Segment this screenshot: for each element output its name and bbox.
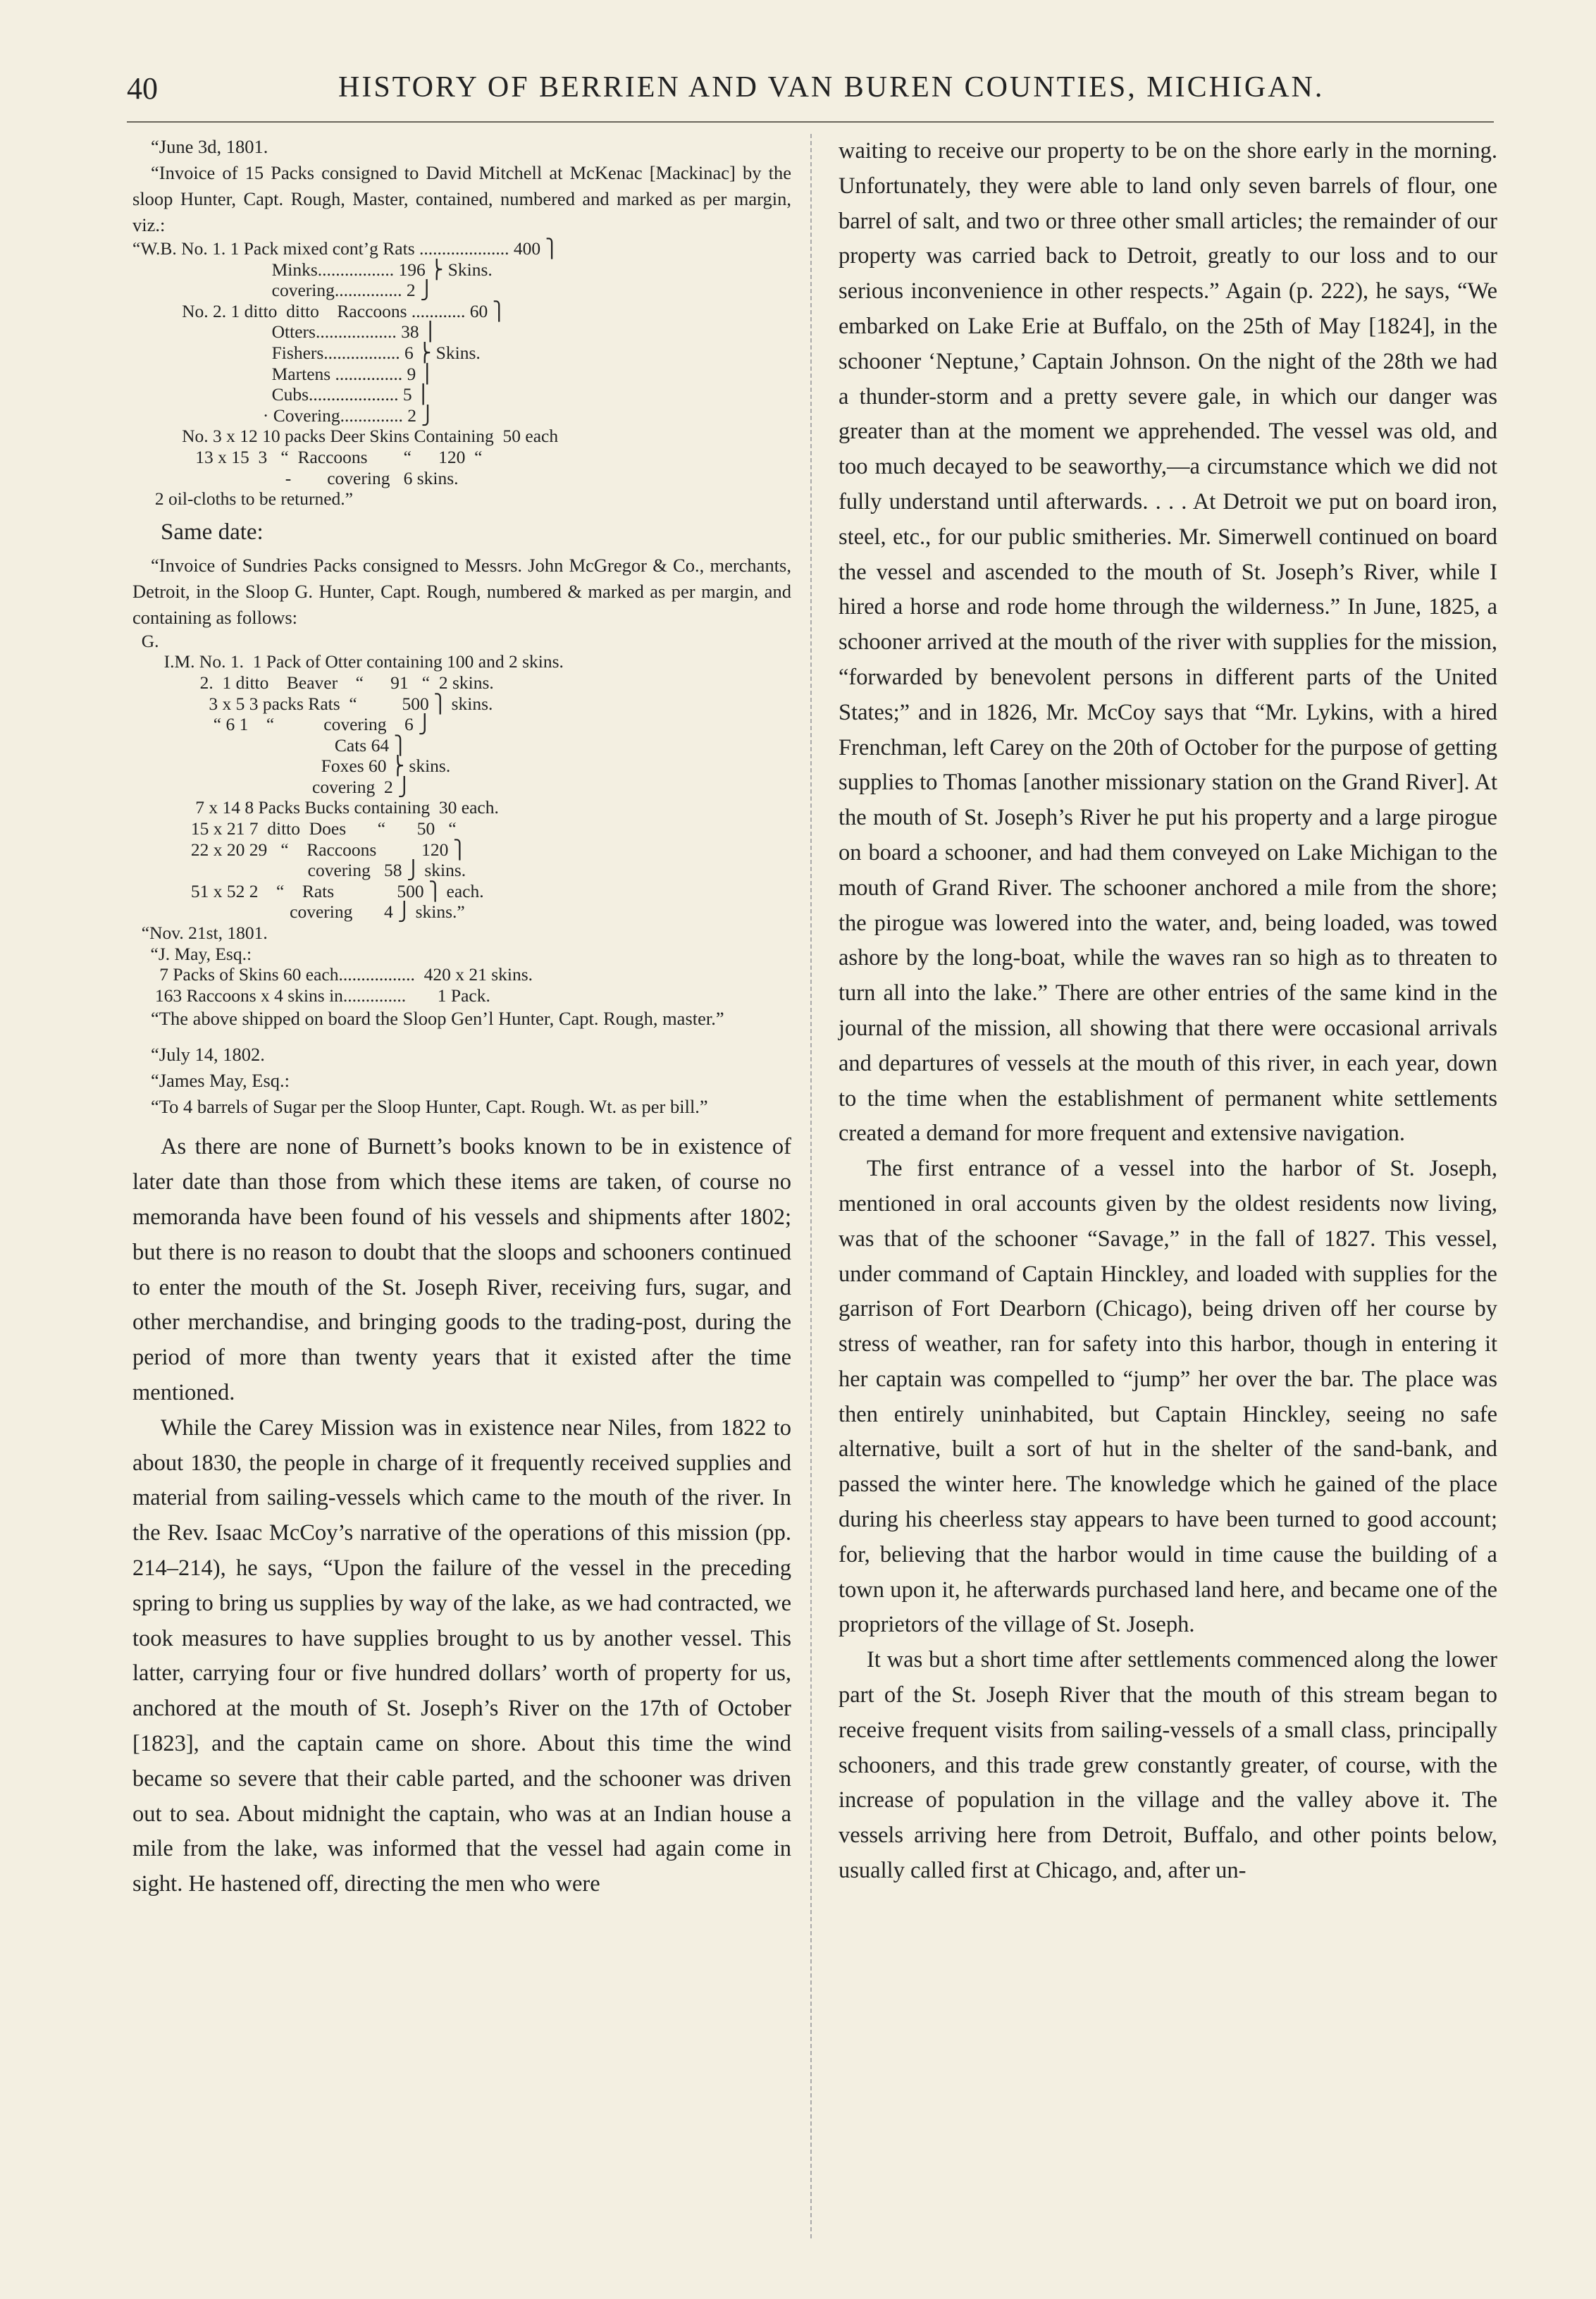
july-addressee: “James May, Esq.: [151,1070,290,1092]
invoice-table: “W.B. No. 1. 1 Pack mixed cont’g Rats .................... 400 ⎫ Minks................. 196 ⎬ Skins. covering............... 2 ⎭ No. 2. 1 ditto ditto Raccoons ............ 60 ⎫ Otters.................. 38 ⎪ Fishers................. 6 ⎬ Skins. Martens ............... 9 ⎪ Cubs.................... 5 ⎪ · Covering.............. 2 ⎭ No. 3 x 12 10 packs Deer Skins Containing 50 each 13 x 15 3 “ Raccoons “ 120 “ ‑ covering 6 skins. 2 oil-cloths to be returned.” [132,238,559,510]
left-paragraph-2: While the Carey Mission was in existence near Niles, from 1822 to about 1830, the people in charge of it frequently received supplies and material from sailing-vessels which came to the mouth of the river. In the Rev. Isaac McCoy’s narrative of the operations of this mission (pp. 214–214), he says, “Upon the failure of the vessel in the preceding spring to bring us supplies by way of the lake, as we had contracted, we took measures to have supplies brought to us by another vessel. This latter, carrying four or five hundred dollars’ worth of property for us, anchored at the mouth of St. Joseph’s River on the 17th of October [1823], and the captain came on shore. About this time the wind became so severe that their cable parted, and the schooner was driven out to sea. About midnight the captain, who was at an Indian house a mile from the lake, was informed that the vessel had again come in sight. He hastened off, directing the men who were [132,1414,791,1897]
shipped-note: “The above shipped on board the Sloop Gen’l Hunter, Capt. Rough, master.” [151,1008,724,1030]
right-column [839,134,1497,1889]
invoice-intro: “Invoice of 15 Packs consigned to David Mitchell at McKenac [Mackinac] by the sloop Hunter, Capt. Rough, Master, contained, numbered and marked as per margin, viz.: [132,162,791,235]
invoice-date: “June 3d, 1801. [151,136,268,157]
sundries-table: G. I.M. No. 1. 1 Pack of Otter containing 100 and 2 skins. 2. 1 ditto Beaver “ 91 “ 2 skins. 3 x 5 3 packs Rats “ 500 ⎫ skins. “ 6 1 “ covering 6 ⎭ Cats 64 ⎫ Foxes 60 ⎬ skins. covering 2 ⎭ 7 x 14 8 Packs Bucks containing 30 each. 15 x 21 7 ditto Does “ 50 “ 22 x 20 29 “ Raccoons 120 ⎫ covering 58 ⎭ skins. 51 x 52 2 “ Rats 500 ⎫ each. covering 4 ⎭ skins.” [141,630,564,923]
nov-invoice: “Nov. 21st, 1801. “J. May, Esq.: 7 Packs of Skins 60 each................. 420 x 21 skins. 163 Raccoons x 4 skins in.............. 1 Pack. [141,923,533,1006]
page-header [127,70,1494,113]
sundries-intro: “Invoice of Sundries Packs consigned to Messrs. John McGregor & Co., merchants, Detroit, in the Sloop G. Hunter, Capt. Rough, numbered & marked as per margin, and containing as follows: [132,554,791,628]
left-column [132,134,791,1902]
running-title: HISTORY OF BERRIEN AND VAN BUREN COUNTIES, MICHIGAN. [338,71,1325,104]
right-paragraph-1: waiting to receive our property to be on the shore early in the morning. Unfortunately, they were able to land only seven barrels of flour, one barrel of salt, and two or three other small articles; the remainder of our property was carried back to Detroit, greatly to our loss and to our serious inconvenience in other respects.” Again (p. 222), he says, “We embarked on Lake Erie at Buffalo, on the 25th of May [1824], in the schooner ‘Neptune,’ Captain Johnson. On the night of the 28th we had a thunder-storm and a pretty severe gale, in which our danger was greater than at the moment we apprehended. The vessel was old, and too much decayed to be seaworthy,—a circumstance which we did not fully understand until afterwards. . . . At Detroit we put on board iron, steel, etc., for our public smitheries. Mr. Simerwell continued on board the vessel and ascended to the mouth of St. Joseph’s River, while I hired a horse and rode home through the wilderness.” In June, 1825, a schooner arrived at the mouth of the river with supplies for the mission, “forwarded by benevolent persons in different parts of the United States;” and in 1826, Mr. McCoy says that “Mr. Lykins, with a hired Frenchman, left Carey on the 20th of October for the purpose of getting supplies to Thomas [another missionary station on the Grand River]. At the mouth of St. Joseph’s River he put his property and a large pirogue on board a schooner, and had them conveyed on Lake Michigan to the mouth of Grand River. The schooner anchored a mile from the shore; the pirogue was lowered into the water, and, being loaded, was towed ashore by the long-boat, while the waves ran so high as to threaten to turn all into the lake.” There are other entries of the same kind in the journal of the mission, all showing that there were occasional arrivals and departures of vessels at the mouth of this river, in each year, down to the time when the establishment of permanent white settlements created a demand for more frequent and extensive navigation. [839,138,1497,1147]
left-paragraph-1: As there are none of Burnett’s books known to be in existence of later date than those from which these items are taken, of course no memoranda have been found of his vessels and shipments after 1802; but there is no reason to doubt that the sloops and schooners continued to enter the mouth of the St. Joseph River, receiving furs, sugar, and other merchandise, and bringing goods to the trading-post, during the period of more than twenty years that it existed after the time mentioned. [132,1134,791,1405]
header-rule [127,121,1494,123]
same-date-heading: Same date: [161,519,264,545]
right-paragraph-2: The first entrance of a vessel into the harbor of St. Joseph, mentioned in oral accounts given by the oldest residents now living, was that of the schooner “Savage,” in the fall of 1827. This vessel, under command of Captain Hinckley, and loaded with supplies for the garrison of Fort Dearborn (Chicago), being driven off her course by stress of weather, ran for safety into this harbor, though in entering it her captain was compelled to “jump” her over the bar. The place was then entirely uninhabited, but Captain Hinckley, seeing no safe alternative, built a sort of hut in the shelter of the sand-bank, and passed the winter here. The knowledge which he gained of the place during his cheerless stay appears to have been turned to good account; for, believing that the harbor would in time cause the building of a town upon it, he afterwards purchased land here, and became one of the proprietors of the village of St. Joseph. [839,1156,1497,1638]
right-paragraph-3: It was but a short time after settlements commenced along the lower part of the St. Joseph River that the mouth of this stream began to receive frequent visits from sailing-vessels of a small class, principally schooners, and this trade grew constantly greater, of course, with the increase of population in the village and the valley above it. The vessels arriving here from Detroit, Buffalo, and other points below, usually called first at Chicago, and, after un- [839,1647,1497,1884]
column-divider [810,134,812,2241]
july-date: “July 14, 1802. [151,1044,265,1066]
page-number: 40 [127,71,158,106]
july-item: “To 4 barrels of Sugar per the Sloop Hunter, Capt. Rough. Wt. as per bill.” [151,1096,708,1118]
